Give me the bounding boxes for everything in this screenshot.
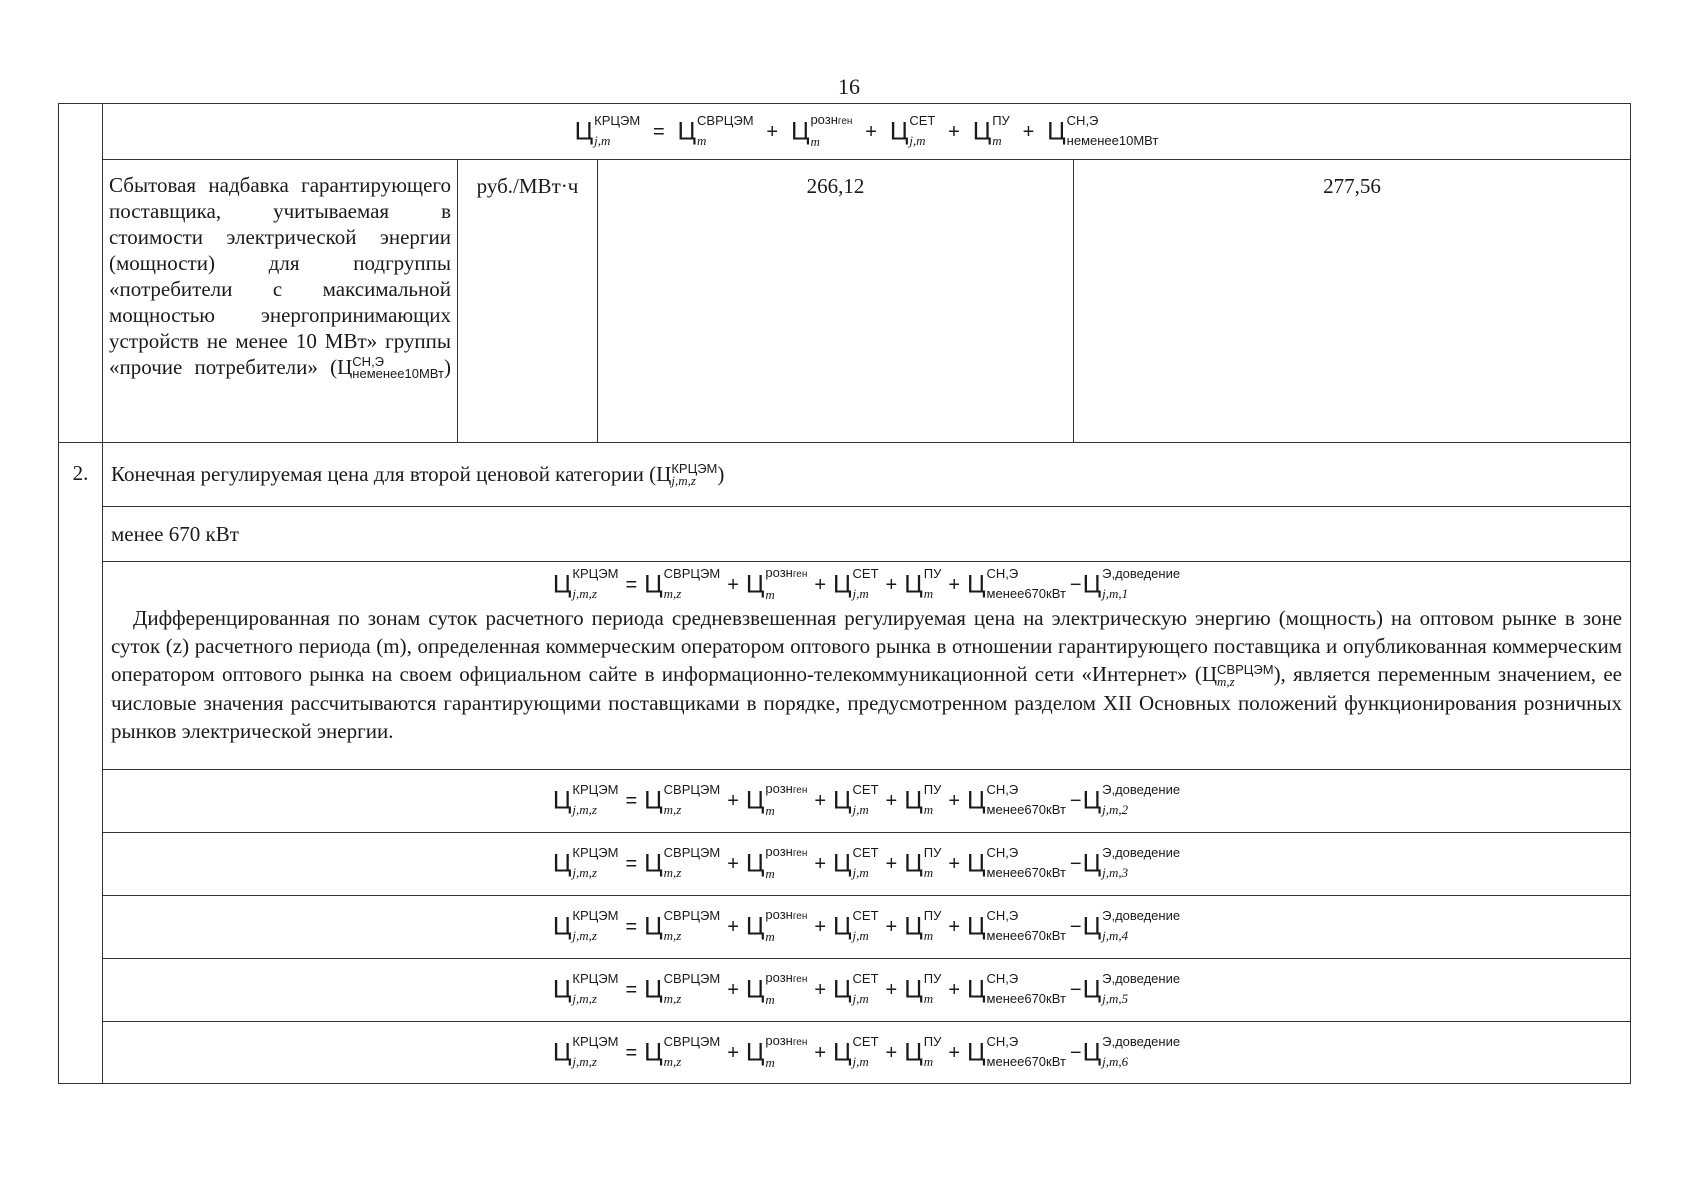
formula-zone-4: Ц КРЦЭМ j,m,z = Ц СВРЦЭМ m,z + Ц рознген m + Ц СЕТ j,m + Ц ПУ m + Ц СН,Э менее670кВт −Ц Э,доведение j,m,4 xyxy=(552,907,1181,944)
page-number: 16 xyxy=(838,74,860,99)
formula-paragraph-cell xyxy=(103,562,1631,770)
unit-cell: руб./МВт·ч xyxy=(458,160,598,443)
section-number: 2. xyxy=(59,443,103,1084)
value-cell-2: 277,56 xyxy=(1074,160,1631,443)
section-2-title: Конечная регулируемая цена для второй ценовой категории (Ц КРЦЭМ j,m,z ) xyxy=(103,443,1631,507)
section-2-title-row xyxy=(59,443,1631,507)
formula-cell xyxy=(103,104,1631,160)
formula-row-zone-3 xyxy=(59,833,1631,896)
value-cell-1: 266,12 xyxy=(598,160,1074,443)
number-cell-empty xyxy=(59,104,103,443)
formula-zone-1: Ц КРЦЭМ j,m,z = Ц СВРЦЭМ m,z + Ц рознген m + Ц СЕТ j,m + Ц ПУ m + Ц СН,Э менее670кВт −Ц Э,доведение j,m,1 xyxy=(552,565,1181,603)
subgroup-label: менее 670 кВт xyxy=(103,507,1631,562)
formula-top: Ц КРЦЭМ j,m = Ц СВРЦЭМ m + Ц рознген m + Ц СЕТ j,m + Ц ПУ m + Ц СН,Э неменее10МВт xyxy=(574,111,1159,149)
formula-row-zone-4 xyxy=(59,896,1631,959)
formula-row-zone-1 xyxy=(59,562,1631,770)
subgroup-row xyxy=(59,507,1631,562)
formula-row-zone-2 xyxy=(59,770,1631,833)
formula-zone-6: Ц КРЦЭМ j,m,z = Ц СВРЦЭМ m,z + Ц рознген m + Ц СЕТ j,m + Ц ПУ m + Ц СН,Э менее670кВт −Ц Э,доведение j,m,6 xyxy=(552,1032,1181,1070)
formula-row-top xyxy=(59,104,1631,160)
formula-zone-3: Ц КРЦЭМ j,m,z = Ц СВРЦЭМ m,z + Ц рознген m + Ц СЕТ j,m + Ц ПУ m + Ц СН,Э менее670кВт −Ц Э,доведение j,m,3 xyxy=(552,844,1181,881)
formula-zone-5: Ц КРЦЭМ j,m,z = Ц СВРЦЭМ m,z + Ц рознген m + Ц СЕТ j,m + Ц ПУ m + Ц СН,Э менее670кВт −Ц Э,доведение j,m,5 xyxy=(552,970,1181,1007)
tariff-table xyxy=(58,103,1631,1084)
formula-row-zone-5 xyxy=(59,959,1631,1022)
row-10mw xyxy=(59,160,1631,443)
paragraph-text: Дифференцированная по зонам суток расчетного периода средневзвешенная регулируемая цена на электрическую энергию (мощность) на оптовом рынке в зоне суток (z) расчетного периода (m), определенная коммерческим оператором оптового рынка в отношении гарантирующего поставщика и опубликованная коммерческим оператором оптового рынка на своем официальном сайте в информационно-телекоммуникационной сети «Интернет» (Ц СВРЦЭМ m,z ), является переменным значением, ее числовые значения рассчитываются гарантирующими поставщиками в порядке, предусмотренном разделом XII Основных положений функционирования розничных рынков электрической энергии. xyxy=(111,606,1622,744)
formula-row-zone-6 xyxy=(59,1022,1631,1084)
description-10mw: Сбытовая надбавка гарантирующего поставщика, учитываемая в стоимости электрической энергии (мощности) для подгруппы «потребители с максимальной мощностью энергопринимающих устройств не менее 10 МВт» группы «прочие потребители» (Ц СН,Э неменее10МВт ) xyxy=(103,160,458,443)
formula-zone-2: Ц КРЦЭМ j,m,z = Ц СВРЦЭМ m,z + Ц рознген m + Ц СЕТ j,m + Ц ПУ m + Ц СН,Э менее670кВт −Ц Э,доведение j,m,2 xyxy=(552,781,1181,818)
